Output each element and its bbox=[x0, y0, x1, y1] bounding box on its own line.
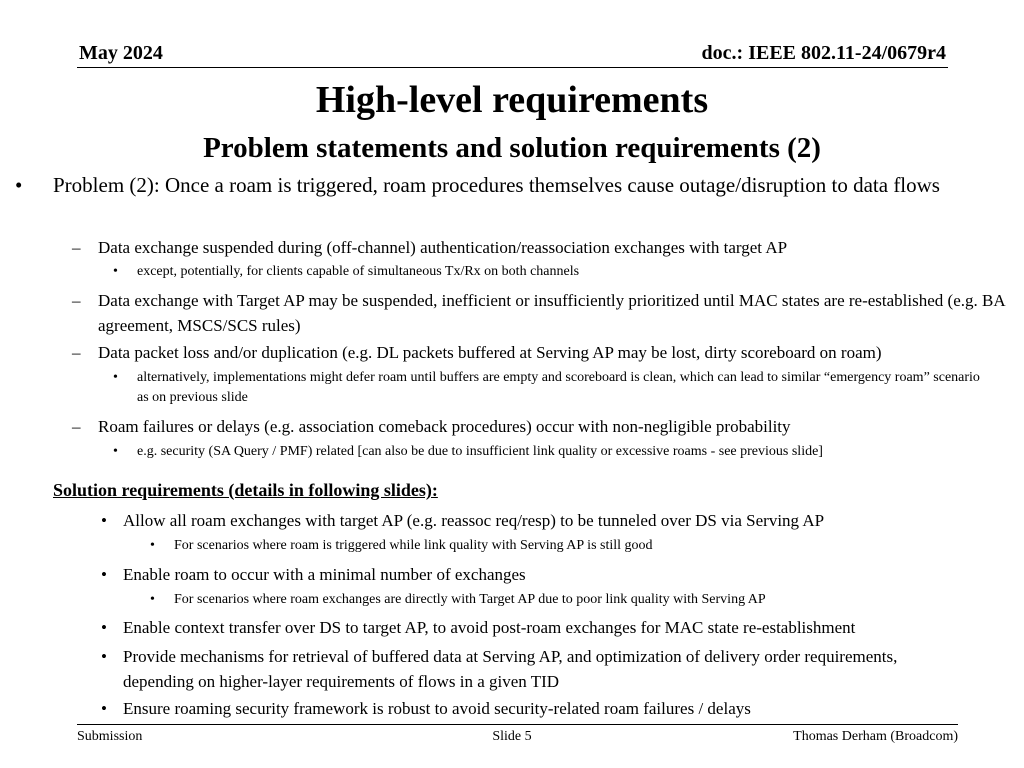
problem-statement bbox=[15, 170, 1003, 200]
bullet-marker: • bbox=[113, 444, 118, 459]
header-divider bbox=[77, 67, 948, 68]
dash-marker: – bbox=[72, 291, 81, 310]
bullet-marker: • bbox=[101, 565, 107, 584]
solution-item-text: Enable context transfer over DS to target AP, to avoid post-roam exchanges for MAC state re-establishment bbox=[123, 618, 856, 637]
problem-subitem-1 bbox=[113, 262, 997, 282]
solution-subitem-1 bbox=[150, 536, 974, 556]
problem-item-text: Data exchange suspended during (off-channel) authentication/reassociation exchanges with target AP bbox=[98, 238, 788, 257]
problem-item-4 bbox=[72, 414, 998, 439]
footer-submission: Submission bbox=[77, 729, 143, 744]
solution-item-4 bbox=[101, 644, 923, 694]
solution-subitem-text: For scenarios where roam exchanges are directly with Target AP due to poor link quality with Serving AP bbox=[174, 592, 766, 607]
bullet-marker: • bbox=[113, 370, 118, 385]
problem-subitem-text: alternatively, implementations might defer roam until buffers are empty and scoreboard is clean, which can lead to similar “emergency roam” scenario as on previous slide bbox=[137, 370, 980, 405]
solution-item-5 bbox=[101, 696, 983, 721]
dash-marker: – bbox=[72, 417, 81, 436]
bullet-marker: • bbox=[101, 511, 107, 530]
solution-item-1 bbox=[101, 508, 993, 533]
problem-subitem-3 bbox=[113, 368, 987, 408]
solution-item-3 bbox=[101, 615, 1003, 640]
footer-author: Thomas Derham (Broadcom) bbox=[793, 729, 958, 744]
problem-text: Problem (2): Once a roam is triggered, roam procedures themselves cause outage/disruption to data flows bbox=[53, 173, 940, 197]
footer-divider bbox=[77, 724, 958, 725]
solution-item-2 bbox=[101, 562, 993, 587]
footer-slide-number: Slide 5 bbox=[492, 729, 532, 744]
slide-title: High-level requirements bbox=[315, 79, 709, 121]
bullet-marker: • bbox=[101, 699, 107, 718]
problem-item-1 bbox=[72, 235, 998, 260]
bullet-marker: • bbox=[15, 173, 23, 197]
problem-subitem-text: except, potentially, for clients capable of simultaneous Tx/Rx on both channels bbox=[137, 264, 580, 279]
solution-subitem-text: For scenarios where roam is triggered while link quality with Serving AP is still good bbox=[174, 538, 653, 553]
solution-heading: Solution requirements (details in following slides): bbox=[53, 480, 438, 500]
dash-marker: – bbox=[72, 238, 81, 257]
solution-item-text: Ensure roaming security framework is robust to avoid security-related roam failures / delays bbox=[123, 699, 751, 718]
problem-item-text: Roam failures or delays (e.g. association comeback procedures) occur with non-negligible probability bbox=[98, 417, 791, 436]
problem-item-2 bbox=[72, 288, 1010, 338]
problem-item-text: Data exchange with Target AP may be suspended, inefficient or insufficiently prioritized until MAC states are re-established (e.g. BA agreement, MSCS/SCS rules) bbox=[98, 291, 1005, 335]
bullet-marker: • bbox=[150, 538, 155, 553]
problem-subitem-text: e.g. security (SA Query / PMF) related [can also be due to insufficient link quality or excessive roams - see previous slide] bbox=[137, 444, 823, 459]
solution-item-text: Provide mechanisms for retrieval of buffered data at Serving AP, and optimization of delivery order requirements, depending on higher-layer requirements of flows in a given TID bbox=[123, 647, 898, 691]
problem-subitem-4 bbox=[113, 442, 1017, 462]
bullet-marker: • bbox=[113, 264, 118, 279]
bullet-marker: • bbox=[150, 592, 155, 607]
bullet-marker: • bbox=[101, 647, 107, 666]
dash-marker: – bbox=[72, 343, 81, 362]
slide-subtitle: Problem statements and solution requirements (2) bbox=[203, 132, 821, 164]
header-date: May 2024 bbox=[79, 42, 163, 64]
solution-item-text: Allow all roam exchanges with target AP (e.g. reassoc req/resp) to be tunneled over DS via Serving AP bbox=[123, 511, 825, 530]
problem-item-text: Data packet loss and/or duplication (e.g. DL packets buffered at Serving AP may be lost, dirty scoreboard on roam) bbox=[98, 343, 882, 362]
problem-item-3 bbox=[72, 340, 1024, 365]
header-doc-id: doc.: IEEE 802.11-24/0679r4 bbox=[701, 42, 946, 64]
bullet-marker: • bbox=[101, 618, 107, 637]
solution-item-text: Enable roam to occur with a minimal number of exchanges bbox=[123, 565, 526, 584]
solution-subitem-2 bbox=[150, 590, 974, 610]
